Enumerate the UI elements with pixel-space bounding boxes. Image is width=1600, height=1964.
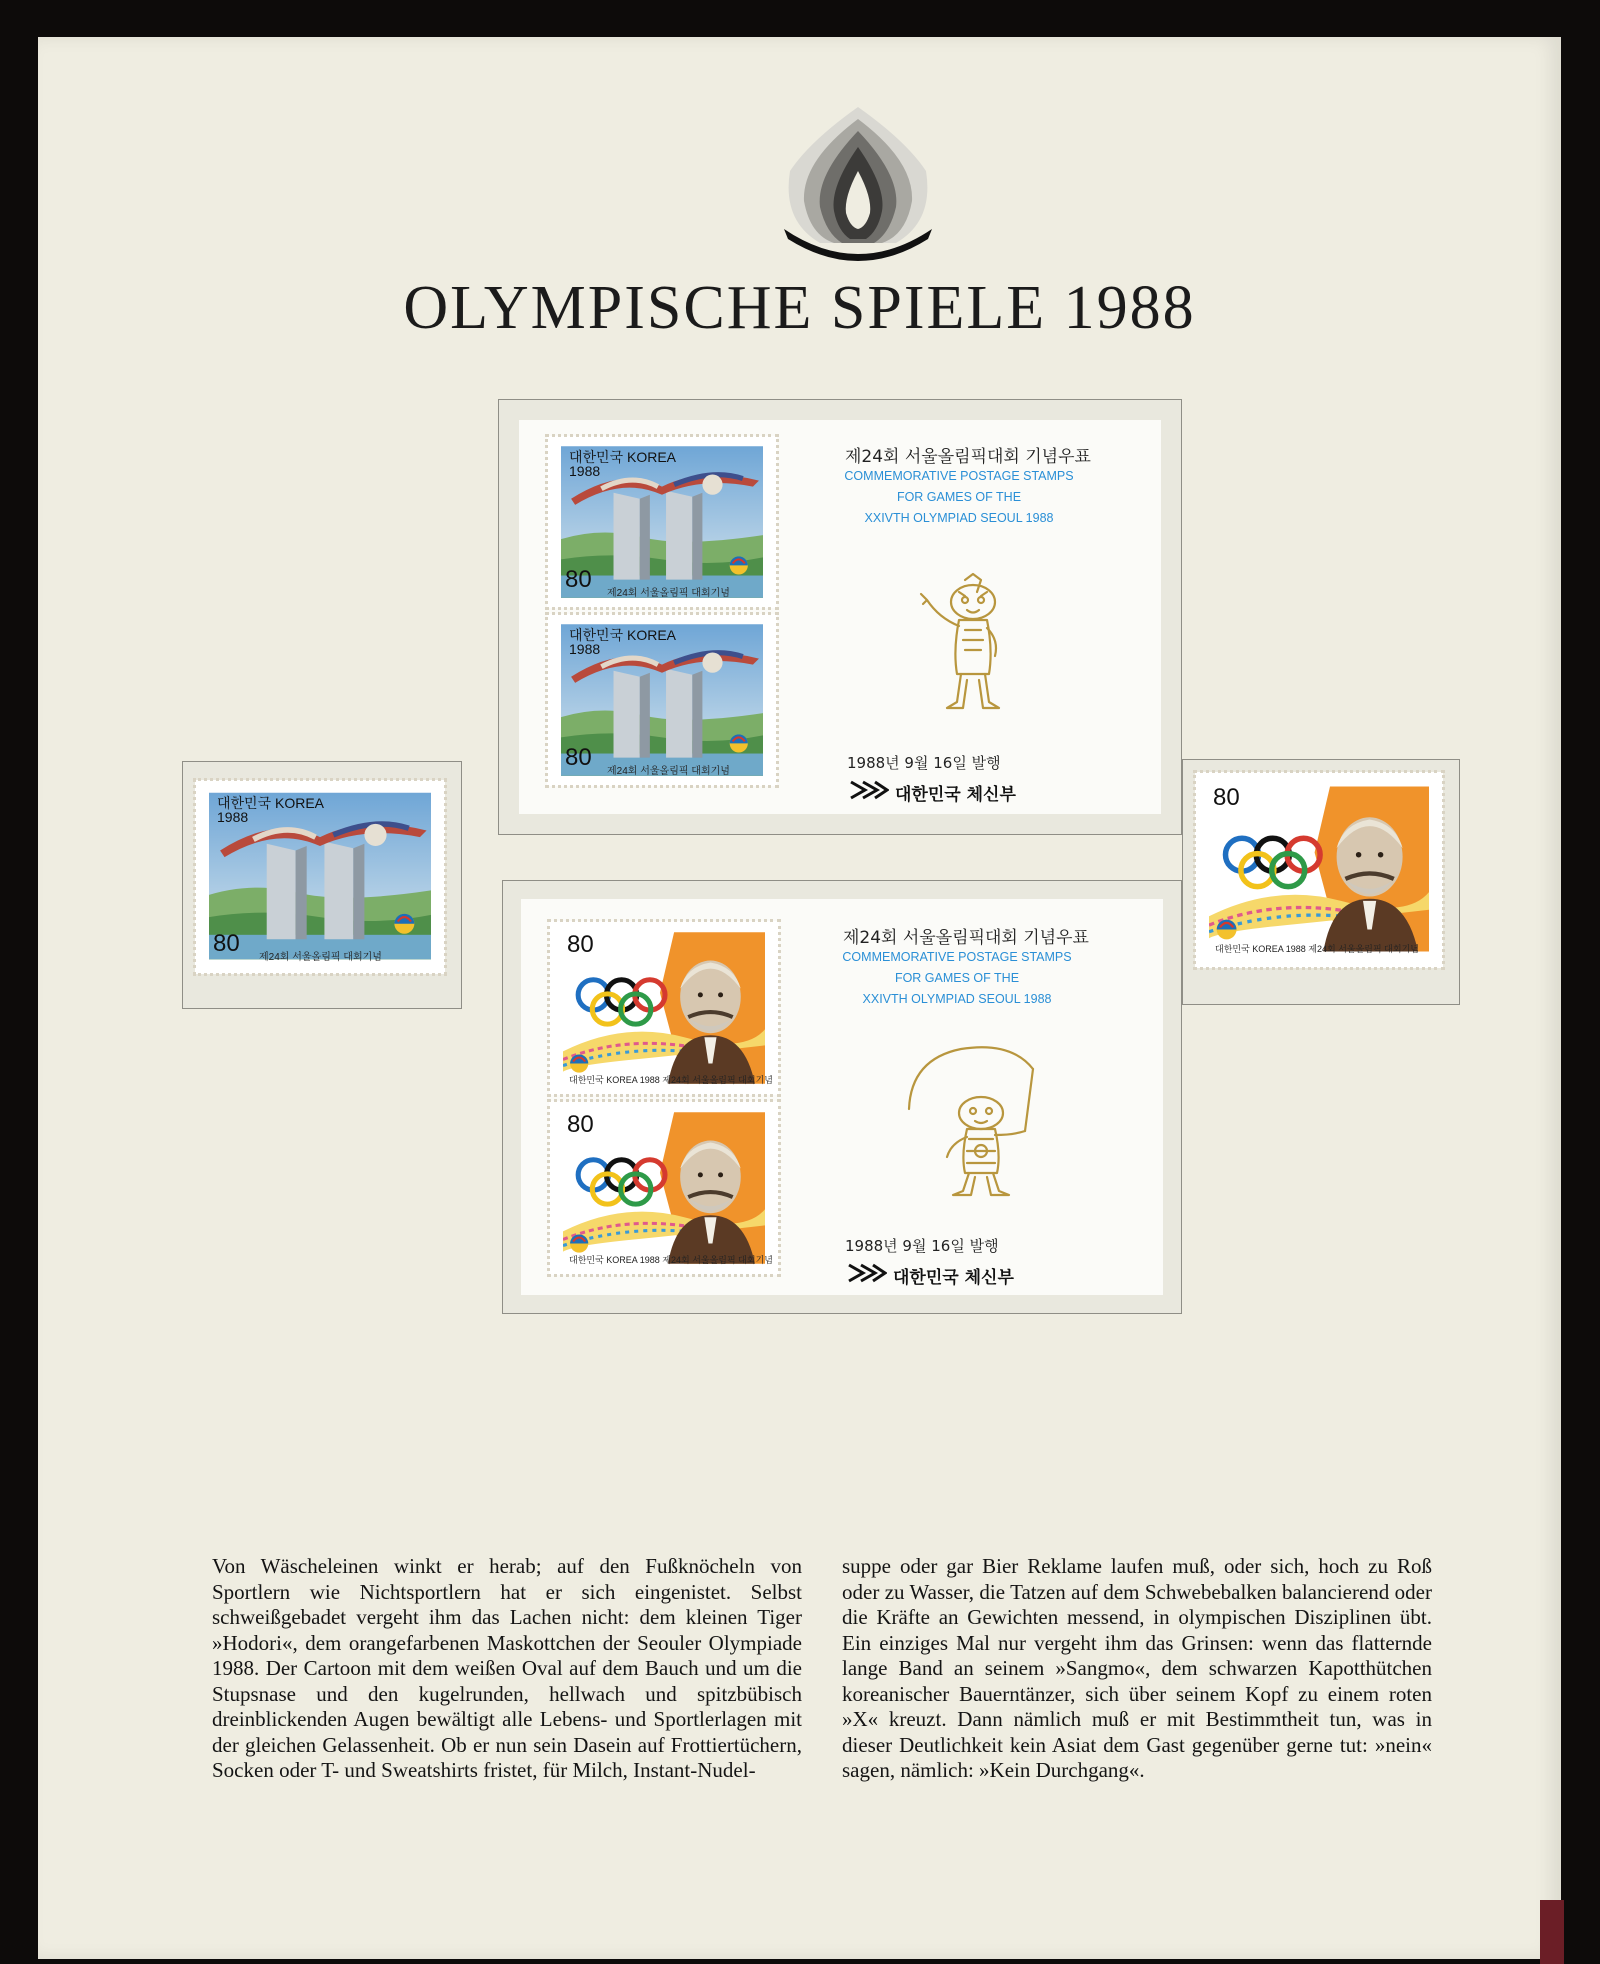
stamp-value: 80 xyxy=(565,566,592,593)
english-line: FOR GAMES OF THE xyxy=(896,490,1022,504)
ministry-logo-icon xyxy=(849,778,889,802)
stamp-value: 80 xyxy=(567,931,594,958)
olympic-flame-emblem xyxy=(780,101,936,265)
english-line: XXIVTH OLYMPIAD SEOUL 1988 xyxy=(862,992,1052,1006)
coubertin-stamp-top xyxy=(549,921,779,1095)
stamp-caption: 제24회 서울올림픽 대회기념 xyxy=(259,952,382,963)
stamp-caption: 대한민국 KOREA 1988 제24회 서울올림픽 대회기념 xyxy=(569,1075,773,1085)
stamp-year-label: 1988 xyxy=(217,809,249,825)
ministry-logo-icon xyxy=(847,1261,887,1285)
coubertin-stamp-bottom xyxy=(549,1101,779,1275)
album-spine-edge xyxy=(1540,1900,1564,1964)
article-left-column: Von Wäscheleinen winkt er herab; auf den Fußknöcheln von Sportlern wie Nichtsportlern hat er sich eingenistet. Selbst schweißgebadet vergeht ihm das Lachen nicht: dem kleinen Tiger »Hodori«, dem orangefarbenen Maskottchen der Seouler Olympiade 1988. Der Cartoon mit dem weißen Oval auf dem Bauch und um die Stupsnase und den kugelrunden, hellwach und spitzbübisch dreinblickenden Augen bewältigt alle Lebens- und Sportlerlagen mit der gleichen Gelassenheit. Ob er nun sein Dasein auf Frottiertüchern, Socken oder T- und Sweatshirts fristet, für Milch, Instant-Nudel- xyxy=(212,1554,802,1782)
stamp-value: 80 xyxy=(567,1111,594,1138)
gate-stamp-bottom xyxy=(547,614,777,786)
stamp-year-label: 1988 xyxy=(569,641,601,657)
stamp-value: 80 xyxy=(213,930,240,957)
souvenir-sheet-gate xyxy=(519,420,1161,814)
coubertin-stamp-single xyxy=(1195,772,1443,968)
article-right-column: suppe oder gar Bier Reklame laufen muß, oder sich, hoch zu Roß oder zu Wasser, die Tatzen auf dem Schwebebalken balancierend oder die Kräfte an Gewichten messend, in olympischen Disziplinen übt. Ein einziges Mal nur vergeht ihm das Grinsen: wenn das flatternde lange Band an seinem »Sangmo«, dem schwarzen Kapotthütchen koreanischer Bauerntänzer, sich über seinem Kopf zu einem roten »X« kreuzt. Dann nämlich muß er mit Bestimmtheit tun, was in dieser Deutlichkeit kein Asiat dem Gast gegenüber gerne tut: »nein« sagen, nämlich: »Kein Durchgang«. xyxy=(842,1554,1432,1782)
stamp-caption: 대한민국 KOREA 1988 제24회 서울올림픽 대회기념 xyxy=(569,1255,773,1265)
english-line: XXIVTH OLYMPIAD SEOUL 1988 xyxy=(864,511,1054,525)
album-page xyxy=(38,37,1561,1959)
english-line: COMMEMORATIVE POSTAGE STAMPS xyxy=(842,950,1072,964)
hodori-mascot-drawing xyxy=(901,1039,1051,1199)
mount-right-stamp xyxy=(1182,759,1460,1005)
sheet-ministry-name: 대한민국 체신부 xyxy=(893,1268,1014,1288)
coubertin-stamp-artwork xyxy=(1209,784,1429,954)
mount-lower-sheet xyxy=(502,880,1182,1314)
mount-upper-sheet xyxy=(498,399,1182,835)
souvenir-sheet-coubertin xyxy=(521,899,1163,1295)
stamp-value: 80 xyxy=(565,744,592,771)
stamp-country-label: 대한민국 KOREA xyxy=(569,627,676,643)
stamp-country-label: 대한민국 KOREA xyxy=(569,449,676,465)
stamp-caption: 대한민국 KOREA 1988 제24회 서울올림픽 대회기념 xyxy=(1215,944,1419,954)
sheet-issue-date: 1988년 9월 16일 발행 xyxy=(847,754,1001,772)
gate-stamp-single xyxy=(195,780,445,974)
sheet-korean-title: 제24회 서울올림픽대회 기념우표 xyxy=(843,928,1089,948)
sheet-english-text xyxy=(817,947,1097,1010)
sheet-issue-date: 1988년 9월 16일 발행 xyxy=(845,1237,999,1255)
stamp-year-label: 1988 xyxy=(569,463,601,479)
gate-stamp-top xyxy=(547,436,777,608)
stamp-caption: 제24회 서울올림픽 대회기념 xyxy=(607,588,730,599)
hodori-mascot-drawing xyxy=(899,570,1029,720)
page-title: OLYMPISCHE SPIELE 1988 xyxy=(403,274,1196,342)
mount-left-stamp xyxy=(182,761,462,1009)
stamp-caption: 제24회 서울올림픽 대회기념 xyxy=(607,766,730,777)
english-line: FOR GAMES OF THE xyxy=(894,971,1020,985)
stamp-country-label: 대한민국 KOREA xyxy=(217,795,324,811)
stamp-value: 80 xyxy=(1213,784,1240,811)
sheet-ministry-name: 대한민국 체신부 xyxy=(895,785,1016,805)
sheet-korean-title: 제24회 서울올림픽대회 기념우표 xyxy=(845,447,1091,467)
sheet-english-text xyxy=(819,466,1099,529)
english-line: COMMEMORATIVE POSTAGE STAMPS xyxy=(844,469,1074,483)
